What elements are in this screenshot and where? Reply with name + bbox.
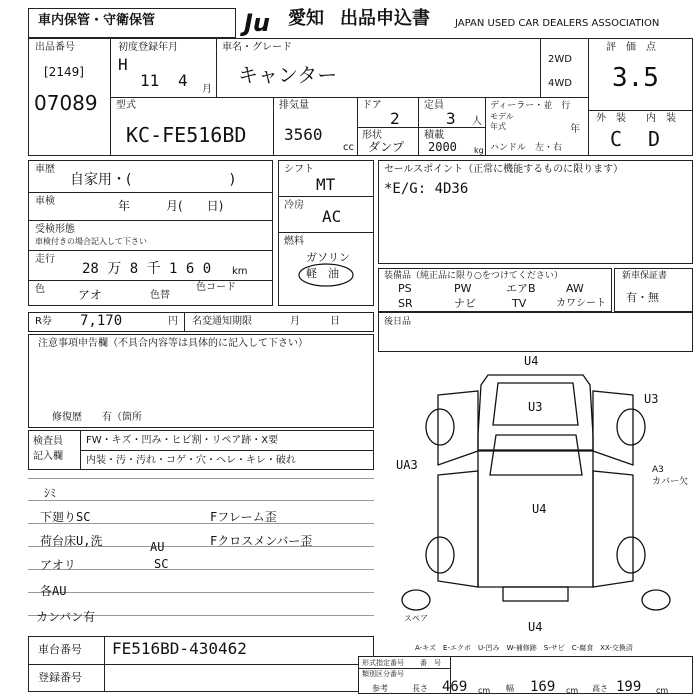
aircon-label: 冷房	[284, 200, 304, 211]
accept-sub: 車検付きの場合記入して下さい	[35, 237, 147, 246]
car-name-value: キャンター	[238, 63, 338, 87]
year-unit: 年	[570, 124, 580, 135]
warranty-label: 新車保証書	[622, 271, 668, 281]
shape-value: ダンプ	[368, 140, 405, 154]
displacement-label: 排気量	[279, 100, 309, 111]
fuel-label: 燃料	[284, 236, 304, 247]
exterior-label: 外 装	[596, 113, 626, 124]
aircon-value: AC	[322, 207, 342, 226]
equip-kawa: カワシート	[556, 298, 606, 309]
mileage-label: 走行	[35, 254, 55, 265]
displacement-unit: cc	[343, 142, 354, 153]
damage-u4-top: U4	[524, 354, 539, 368]
lot-number: 07089	[34, 91, 98, 115]
notice-label: 名変通知期限	[192, 316, 252, 327]
interior-label: 内 装	[646, 113, 676, 124]
note-7: 各AU	[40, 584, 67, 598]
recycle-label: R券	[35, 316, 52, 327]
dims-box	[358, 656, 693, 694]
storage-title: 車内保管・守衛保管	[38, 13, 156, 28]
damage-ua3-left: UA3	[396, 458, 418, 472]
sales-point-value: *E/G: 4D36	[384, 181, 469, 197]
note-9: Fフレーム歪	[210, 510, 277, 524]
first-reg-era: H	[118, 55, 128, 74]
drive-2wd: 2WD	[548, 54, 572, 65]
spare-label: スペア	[404, 614, 428, 623]
chassis-value: FE516BD-430462	[112, 639, 247, 658]
color-label: 色	[35, 284, 45, 295]
note-1: ｼﾐ	[44, 486, 57, 500]
equip-sr: SR	[398, 297, 413, 310]
history-label: 車歴	[35, 164, 55, 175]
length-unit: cm	[478, 686, 491, 695]
doc-title: 出品申込書	[340, 8, 430, 29]
color-code-label: 色コード	[196, 282, 236, 293]
width-label: 幅	[506, 684, 514, 693]
height-value: 199	[616, 679, 642, 695]
model-value: KC-FE516BD	[126, 123, 247, 147]
equip-ps: PS	[398, 282, 412, 295]
equip-navi: ナビ	[454, 297, 476, 310]
accept-label: 受検形態	[35, 224, 75, 235]
mileage-unit: km	[232, 266, 248, 277]
length-label: 長さ	[412, 684, 428, 693]
lot-label: 出品番号	[35, 42, 75, 53]
load-unit: kg	[474, 146, 484, 155]
width-value: 169	[530, 679, 556, 695]
color-change-label: 色替	[150, 290, 170, 301]
recycle-value: 7,170	[80, 313, 123, 329]
note-4: AU	[150, 540, 165, 554]
check-row-2: 内装・汚・汚れ・コゲ・穴・ヘレ・キレ・破れ	[86, 455, 296, 466]
capacity-unit: 人	[472, 116, 482, 127]
rear-item-box	[378, 312, 693, 352]
displacement-value: 3560	[284, 125, 323, 144]
notes-label: 注意事項申告欄（不具合内容等は具体的に記入して下さい）	[38, 338, 308, 349]
shape-label: 形状	[362, 130, 382, 141]
check-row-1: FW・キズ・凹み・ヒビ割・リペア跡・X要	[86, 435, 279, 446]
damage-legend: A-キズ E-エクボ U-凹み W-補修跡 S-サビ C-腐食 XX-交換済	[415, 644, 633, 652]
ref-label: 参考	[372, 684, 388, 693]
load-label: 積載	[424, 130, 444, 141]
exterior-value: C	[610, 127, 623, 151]
association-name: JAPAN USED CAR DEALERS ASSOCIATION	[455, 18, 660, 29]
num-label: 番 号	[420, 659, 441, 667]
fuel-circle	[296, 262, 356, 288]
height-unit: cm	[656, 686, 669, 695]
equipment-label: 装備品（純正品に限り○をつけてください）	[384, 271, 563, 281]
recycle-unit: 円	[168, 316, 178, 327]
model-label: 型式	[116, 100, 136, 111]
note-10: Fクロスメンバー歪	[210, 534, 313, 548]
drive-4wd: 4WD	[548, 78, 572, 89]
form-label: 形式指定番号 類別区分番号	[362, 659, 404, 678]
damage-a3-right: A3 カバー欠	[652, 465, 689, 487]
dealer-label: ディーラー・並 行	[490, 101, 571, 111]
history-value: 自家用・( )	[70, 172, 235, 188]
first-reg-label: 初度登録年月	[118, 42, 178, 53]
equip-airb: エアB	[506, 282, 536, 295]
first-reg-year: 11	[140, 71, 160, 90]
doors-label: ドア	[362, 100, 382, 111]
inspection-value: 年 月( 日)	[118, 199, 224, 213]
interior-value: D	[648, 127, 661, 151]
equip-tv: TV	[512, 297, 527, 310]
inspector-label: 検査員 記入欄	[33, 436, 63, 462]
height-label: 高さ	[592, 684, 608, 693]
mileage-value: 28 万 8 千 1 6 0	[82, 261, 212, 277]
ju-logo: Ju	[244, 9, 271, 37]
note-6: アオリ	[40, 558, 76, 572]
handle-label: ハンドル 左・右	[490, 143, 563, 153]
sales-point-label: セールスポイント（正常に機能するものに限ります）	[384, 164, 624, 175]
note-8: カンバン有	[36, 610, 96, 624]
doors-value: 2	[390, 109, 400, 128]
damage-u3-right: U3	[644, 392, 659, 406]
rating-label: 評 価 点	[606, 42, 656, 53]
shift-label: シフト	[284, 164, 314, 175]
car-name-label: 車名・グレード	[222, 42, 292, 53]
model-year-label: モデル 年式	[490, 112, 514, 131]
note-5: SC	[154, 557, 169, 571]
capacity-value: 3	[446, 109, 456, 128]
first-reg-month: 4	[178, 71, 188, 90]
damage-u3-mid: U3	[528, 400, 543, 414]
chassis-label: 車台番号	[38, 643, 82, 656]
color-value: アオ	[78, 288, 102, 302]
length-value: 469	[442, 679, 468, 695]
load-value: 2000	[428, 140, 457, 154]
notice-value: 月 日	[290, 316, 340, 327]
width-unit: cm	[566, 686, 579, 695]
lot-bracket: [2149]	[44, 65, 84, 79]
rating-value: 3.5	[612, 63, 659, 93]
warranty-value: 有・無	[626, 291, 659, 304]
damage-u4-bottom: U4	[528, 620, 543, 634]
first-reg-month-unit: 月	[202, 84, 212, 95]
fuel-options: ガソリン 軽 油	[306, 251, 350, 280]
equip-pw: PW	[454, 282, 472, 295]
equip-aw: AW	[566, 282, 584, 295]
shift-value: MT	[316, 175, 336, 194]
capacity-label: 定員	[424, 100, 444, 111]
damage-u4-center: U4	[532, 502, 547, 516]
note-3: 荷台床U,洗	[40, 534, 103, 548]
reg-label: 登録番号	[38, 671, 82, 684]
org-name: 愛知	[288, 8, 324, 29]
note-2: 下廻りSC	[40, 510, 91, 524]
repair-label: 修復歴 有（箇所	[52, 412, 142, 423]
inspection-label: 車検	[35, 196, 55, 207]
rear-item-label: 後日品	[384, 317, 412, 327]
